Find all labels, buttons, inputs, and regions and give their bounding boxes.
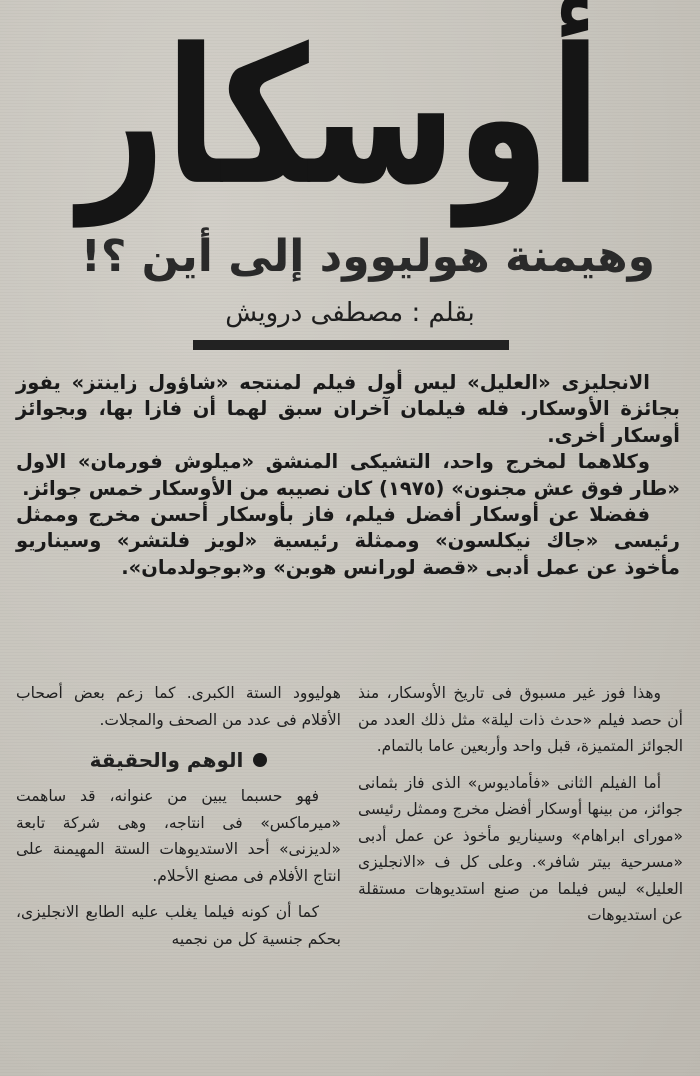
column-paragraph: فهو حسبما يبين من عنوانه، قد ساهمت «ميرماكس» فى انتاجه، وهى شركة تابعة «لديزنى» أحد الاستديوهات الستة المهيمنة على انتاج الأفلام فى مصنع الأحلام.	[16, 787, 341, 885]
right-column	[358, 680, 683, 939]
lead-paragraph: ففضلا عن أوسكار أفضل فيلم، فاز بأوسكار أحسن مخرج وممثل رئيسى «جاك نيكلسون» وممثلة رئيسية «لويز فلتشر» وسيناريو مأخوذ عن عمل أدبى «قصة لورانس هوبن» و«بوجولدمان».	[16, 503, 680, 579]
section-subhead	[16, 743, 341, 777]
left-column	[16, 680, 341, 962]
byline: بقلم : مصطفى درويش	[225, 298, 475, 328]
oscar-logo	[78, 8, 602, 227]
column-paragraph: وهذا فوز غير مسبوق فى تاريخ الأوسكار، منذ أن حصد فيلم «حدث ذات ليلة» مثل ذلك العدد من الجوائز المتميزة، قبل واحد وأربعين عاما بالتمام.	[358, 684, 683, 755]
column-paragraph: هوليوود الستة الكبرى. كما زعم بعض أصحاب الأقلام فى عدد من الصحف والمجلات.	[16, 684, 341, 729]
headline: وهيمنة هوليوود إلى أين ؟!	[80, 231, 655, 282]
byline-divider	[193, 340, 509, 350]
column-paragraph: كما أن كونه فيلما يغلب عليه الطابع الانجليزى، بحكم جنسية كل من نجميه	[16, 903, 341, 948]
subhead-text: الوهم والحقيقة	[89, 748, 244, 772]
oscar-logo-text: أوسكار	[78, 8, 602, 227]
column-paragraph: أما الفيلم الثانى «فأماديوس» الذى فاز بثمانى جوائز، من بينها أوسكار أفضل مخرج وممثل رئيسى «موراى ابراهام» وسيناريو مأخوذ عن عمل أدبى «مسرحية بيتر شافر». وعلى كل ف «الانجليزى العليل» ليس فيلما من صنع استديوهات مستقلة عن استديوهات	[358, 773, 683, 924]
bullet-icon	[253, 753, 267, 767]
lead-paragraphs	[16, 370, 680, 581]
lead-paragraph: الانجليزى «العليل» ليس أول فيلم لمنتجه «شاؤول زاينتز» يفوز بجائزة الأوسكار. فله فيلمان آخران سبق لهما أن فازا بها، وبجوائز أوسكار أخرى.	[16, 371, 680, 447]
lead-paragraph: وكلاهما لمخرج واحد، التشيكى المنشق «ميلوش فورمان» الاول «طار فوق عش مجنون» (١٩٧٥) كان نصيبه من الأوسكار خمس جوائز.	[16, 450, 680, 500]
